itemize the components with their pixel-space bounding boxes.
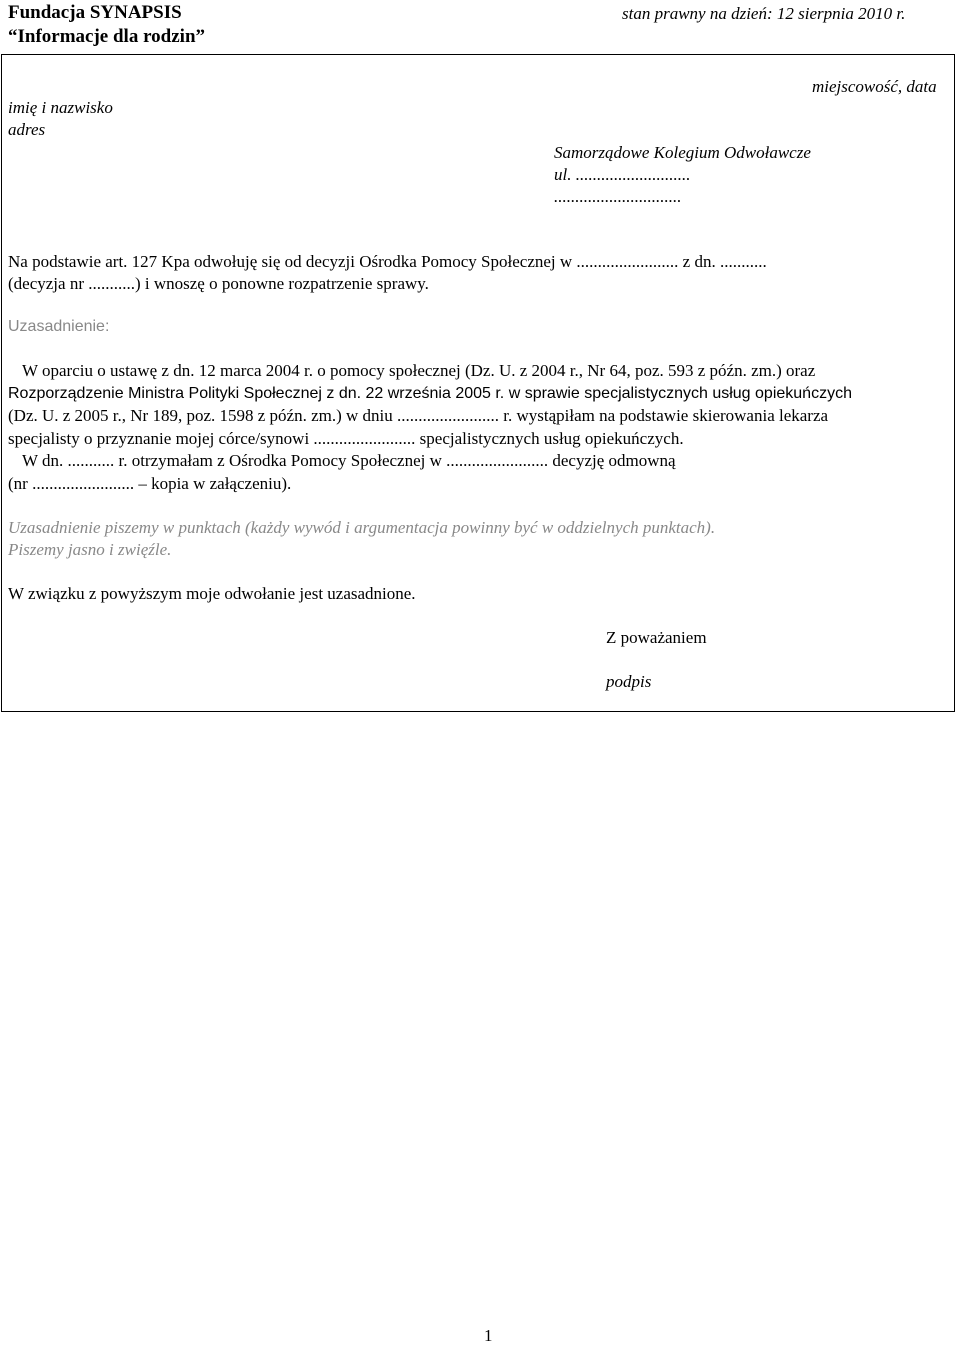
appeal-intro-line2: (decyzja nr ...........) i wnoszę o ponowne rozpatrzenie sprawy. <box>8 274 429 293</box>
justification-body <box>8 360 928 495</box>
instruction-line1: Uzasadnienie piszemy w punktach (każdy wywód i argumentacja powinny być w oddzielnych punktach). <box>8 518 716 537</box>
document-subtitle: “Informacje dla rodzin” <box>8 26 206 47</box>
body-line: Rozporządzenie Ministra Polityki Społecznej z dn. 22 września 2005 r. w sprawie specjalistycznych usług opiekuńczych <box>8 384 852 402</box>
page-number: 1 <box>484 1326 493 1345</box>
conclusion-sentence: W związku z powyższym moje odwołanie jest uzasadnione. <box>8 584 416 603</box>
instruction-line2: Piszemy jasno i zwięźle. <box>8 540 172 559</box>
recipient-street: ul. ........................... <box>554 165 691 184</box>
body-line: (nr ........................ – kopia w załączeniu). <box>8 473 292 493</box>
organization-name: Fundacja SYNAPSIS <box>8 2 182 23</box>
body-line: W oparciu o ustawę z dn. 12 marca 2004 r. o pomocy społecznej (Dz. U. z 2004 r., Nr 64, poz. 593 z późn. zm.) oraz <box>22 361 816 380</box>
body-line: W dn. ........... r. otrzymałam z Ośrodka Pomocy Społecznej w ........................ decyzję odmowną <box>22 451 676 470</box>
place-date-field: miejscowość, data <box>812 77 937 96</box>
closing-phrase: Z poważaniem <box>606 628 707 647</box>
body-line: specjalisty o przyznanie mojej córce/synowi ........................ specjalistycznych usług opiekuńczych. <box>8 428 684 448</box>
recipient-city: .............................. <box>554 187 682 206</box>
justification-heading: Uzasadnienie: <box>8 318 110 335</box>
sender-name-field: imię i nazwisko <box>8 98 113 117</box>
legal-status-date: stan prawny na dzień: 12 sierpnia 2010 r. <box>622 4 906 23</box>
sender-address-field: adres <box>8 120 46 139</box>
body-line: (Dz. U. z 2005 r., Nr 189, poz. 1598 z późn. zm.) w dniu ........................ r. wystąpiłam na podstawie skierowania lekarza <box>8 406 829 425</box>
recipient-name: Samorządowe Kolegium Odwoławcze <box>554 143 811 162</box>
appeal-intro-line1: Na podstawie art. 127 Kpa odwołuję się od decyzji Ośrodka Pomocy Społecznej w ........................ z dn. ........... <box>8 252 767 271</box>
signature-field: podpis <box>606 672 652 691</box>
